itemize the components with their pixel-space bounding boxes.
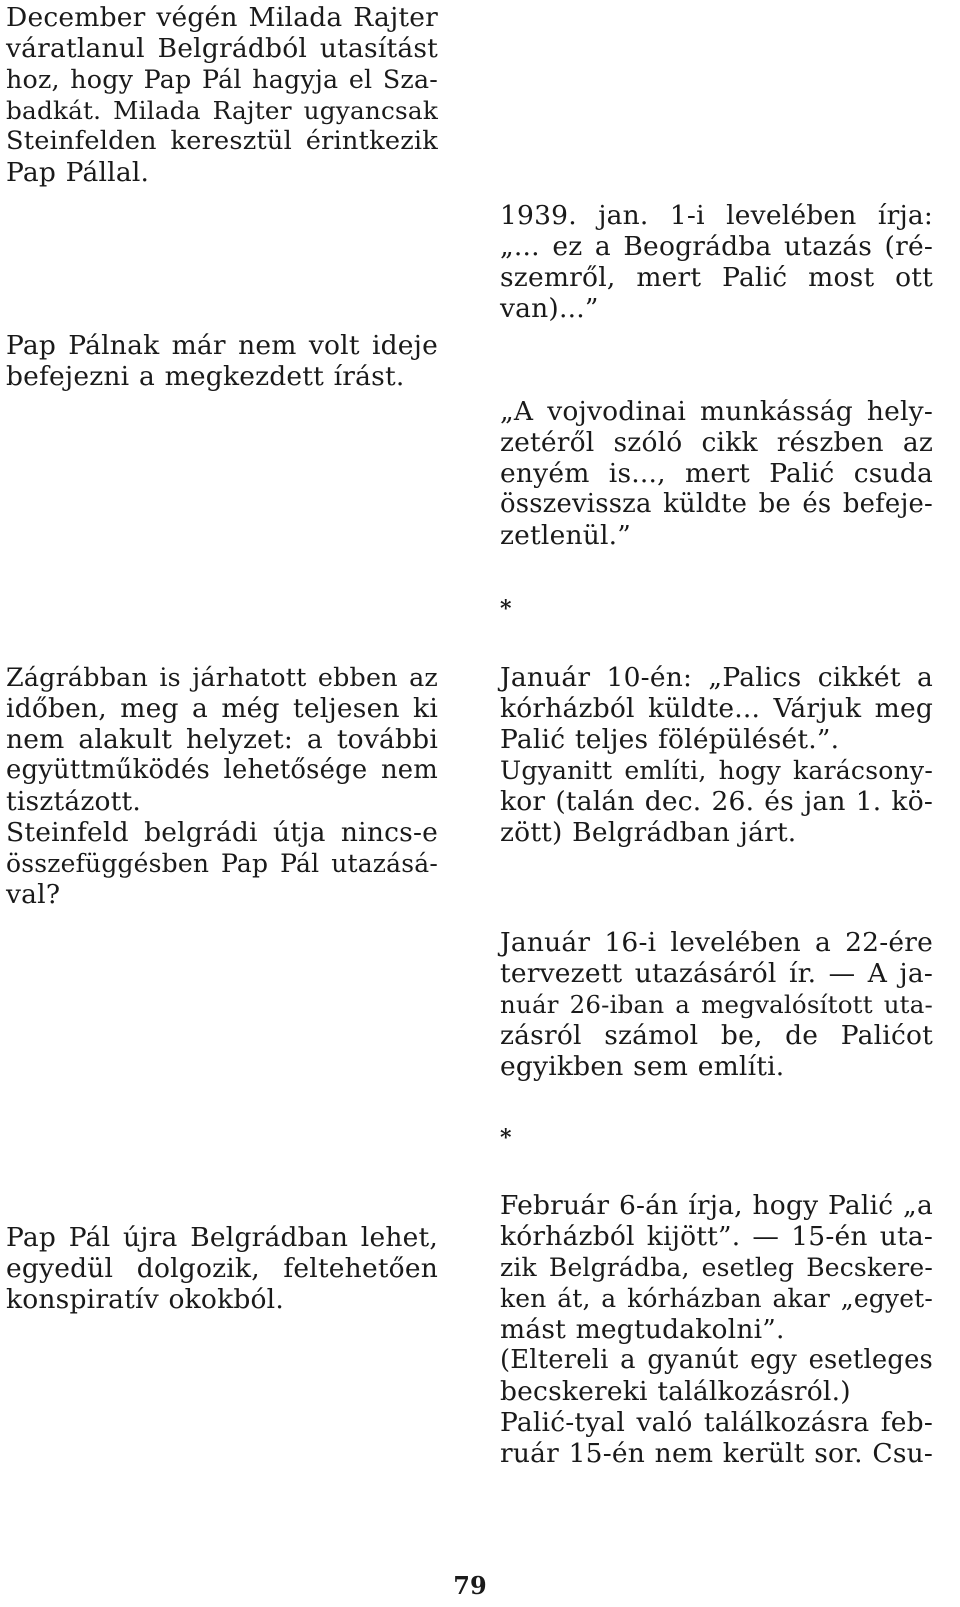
right-paragraph-1 bbox=[500, 200, 933, 324]
text-line: egyikben sem említi. bbox=[500, 1051, 785, 1082]
text-line: zik Belgrádba, esetleg Becskere- bbox=[500, 1253, 933, 1282]
left-paragraph-1 bbox=[6, 2, 438, 188]
right-paragraph-4 bbox=[500, 755, 933, 848]
text-line: „... ez a Beográdba utazás (ré- bbox=[500, 231, 933, 262]
text-line: (Eltereli a gyanút egy esetleges bbox=[500, 1345, 933, 1375]
text-line: egyedül dolgozik, feltehetően bbox=[6, 1253, 438, 1284]
right-paragraph-7 bbox=[500, 1345, 933, 1407]
text-line: időben, meg a még teljesen ki bbox=[6, 693, 438, 724]
right-paragraph-6 bbox=[500, 1190, 933, 1345]
left-paragraph-2 bbox=[6, 330, 438, 392]
text-line: Február 6-án írja, hogy Palić „a bbox=[500, 1190, 933, 1221]
text-line: badkát. Milada Rajter ugyancsak bbox=[6, 96, 438, 125]
text-line: szemről, mert Palić most ott bbox=[500, 262, 933, 293]
text-line: kórházból kijött”. — 15-én uta- bbox=[500, 1221, 933, 1252]
text-line: becskereki találkozásról.) bbox=[500, 1376, 851, 1407]
text-line: zött) Belgrádban járt. bbox=[500, 817, 797, 848]
text-line: „A vojvodinai munkásság hely- bbox=[500, 396, 933, 427]
text-line: váratlanul Belgrádból utasítást bbox=[6, 33, 438, 64]
page-number: 79 bbox=[453, 1571, 487, 1600]
text-line: Steinfelden keresztül érintkezik bbox=[6, 126, 438, 156]
right-paragraph-8 bbox=[500, 1407, 933, 1469]
text-line: Zágrábban is járhatott ebben az bbox=[6, 662, 438, 692]
text-line: tervezett utazásáról ír. — A ja- bbox=[500, 958, 933, 989]
text-line: Ugyanitt említi, hogy karácsony- bbox=[500, 756, 933, 785]
left-paragraph-3 bbox=[6, 662, 438, 817]
text-line: van)...” bbox=[500, 293, 599, 324]
left-paragraph-5 bbox=[6, 1222, 438, 1315]
text-line: ken át, a kórházban akar „egyet- bbox=[500, 1284, 933, 1313]
text-line: tisztázott. bbox=[6, 786, 141, 817]
right-paragraph-2 bbox=[500, 396, 933, 551]
text-line: Palić-tyal való találkozásra feb- bbox=[500, 1407, 933, 1438]
text-line: ruár 15-én nem került sor. Csu- bbox=[500, 1438, 934, 1469]
text-line: Pap Pál újra Belgrádban lehet, bbox=[6, 1222, 438, 1253]
text-line: kor (talán dec. 26. és jan 1. kö- bbox=[500, 786, 933, 817]
left-paragraph-4 bbox=[6, 817, 438, 910]
text-line: December végén Milada Rajter bbox=[6, 2, 438, 33]
text-line: val? bbox=[6, 879, 61, 910]
text-line: zetlenül.” bbox=[500, 520, 632, 551]
text-line: Január 10-én: „Palics cikkét a bbox=[500, 662, 933, 693]
text-line: befejezni a megkezdett írást. bbox=[6, 361, 405, 392]
text-line: összevissza küldte be és befeje- bbox=[500, 489, 933, 519]
text-line: Pap Pálnak már nem volt ideje bbox=[6, 330, 438, 361]
text-line: mást megtudakolni”. bbox=[500, 1314, 785, 1345]
text-line: kórházból küldte... Várjuk meg bbox=[500, 693, 933, 724]
right-paragraph-3 bbox=[500, 662, 933, 755]
text-line: Palić teljes fölépülését.”. bbox=[500, 724, 840, 755]
text-line: együttműködés lehetősége nem bbox=[6, 755, 438, 785]
text-line: nem alakult helyzet: a további bbox=[6, 724, 438, 755]
text-line: Steinfeld belgrádi útja nincs-e bbox=[6, 817, 438, 848]
section-separator: * bbox=[500, 596, 512, 622]
text-line: Január 16-i levelében a 22-ére bbox=[500, 927, 933, 958]
text-line: hoz, hogy Pap Pál hagyja el Sza- bbox=[6, 64, 438, 94]
text-line: Pap Pállal. bbox=[6, 157, 150, 188]
text-line: enyém is..., mert Palić csuda bbox=[500, 458, 933, 489]
text-line: zetéről szóló cikk részben az bbox=[500, 427, 933, 458]
text-line: összefüggésben Pap Pál utazásá- bbox=[6, 849, 438, 878]
text-line: nuár 26-iban a megvalósított uta- bbox=[500, 990, 933, 1019]
text-line: 1939. jan. 1-i levelében írja: bbox=[500, 200, 933, 231]
text-line: konspiratív okokból. bbox=[6, 1284, 284, 1315]
section-separator: * bbox=[500, 1125, 512, 1151]
right-paragraph-5 bbox=[500, 927, 933, 1082]
text-line: zásról számol be, de Palićot bbox=[500, 1020, 933, 1051]
